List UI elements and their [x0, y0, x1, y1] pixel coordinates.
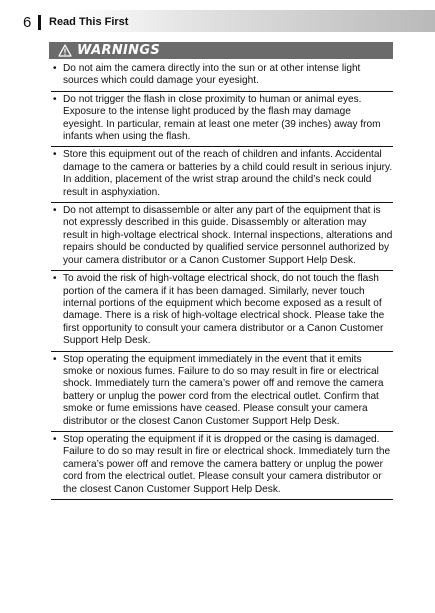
bullet-icon: • — [53, 93, 57, 105]
page-number: 6 — [23, 14, 32, 31]
bullet-icon: • — [53, 353, 57, 365]
warning-triangle-icon — [58, 44, 72, 57]
warnings-title: WARNINGS — [77, 43, 160, 58]
warning-text: To avoid the risk of high-voltage electrical shock, do not touch the flash portion of the camera if it has been damaged. Similarly, never touch internal portions of the equipment which become exposed as a result of damage. There is a risk of high-voltage electrical shock. Please take the first opportunity to consult your camera distributor or a Canon Customer Support Help Desk. — [63, 273, 385, 347]
warning-item — [51, 203, 393, 271]
header-separator — [38, 15, 41, 30]
warning-item — [51, 147, 393, 203]
bullet-icon: • — [53, 433, 57, 445]
bullet-icon: • — [53, 205, 57, 217]
warning-text: Do not aim the camera directly into the sun or at other intense light sources which could damage your eyesight. — [63, 63, 361, 87]
warning-text: Stop operating the equipment immediately in the event that it emits smoke or noxious fumes. Failure to do so may result in fire or electrical shock. Immediately turn the camera’s power off and remove the camera battery or unplug the power cord from the electrical outlet. Confirm that smoke or fume emissions have ceased. Please consult your camera distributor or the closest Canon Customer Support Help Desk. — [63, 353, 384, 427]
warning-item — [51, 61, 393, 92]
warning-text: Do not trigger the flash in close proximity to human or animal eyes. Exposure to the intense light produced by the flash may damage eyesight. In particular, remain at least one meter (39 inches) away from infants when using the flash. — [63, 93, 381, 143]
warning-text: Do not attempt to disassemble or alter any part of the equipment that is not expressly described in this guide. Disassembly or alteration may result in high-voltage electrical shock. Internal inspections, alterations and repairs should be conducted by qualified service personnel authorized by your camera distributor or a Canon Customer Support Help Desk. — [63, 205, 393, 266]
warning-item — [51, 271, 393, 351]
bullet-icon: • — [53, 273, 57, 285]
warning-item — [51, 92, 393, 148]
bullet-icon: • — [53, 63, 57, 74]
warning-item — [51, 432, 393, 500]
warning-text: Stop operating the equipment if it is dropped or the casing is damaged. Failure to do so may result in fire or electrical shock. Immediately turn the camera’s power off and remove the camera battery or unplug the power cord from the electrical outlet. Please consult your camera distributor or the closest Canon Customer Support Help Desk. — [63, 433, 391, 495]
section-title: Read This First — [49, 16, 129, 28]
warnings-header — [49, 42, 393, 59]
warning-item — [51, 352, 393, 432]
warning-text: Store this equipment out of the reach of children and infants. Accidental damage to the camera or batteries by a child could result in serious injury. In addition, placement of the wrist strap around the child’s neck could result in asphyxiation. — [63, 149, 393, 198]
warnings-list — [51, 61, 393, 500]
page-header — [0, 10, 435, 36]
bullet-icon: • — [53, 149, 57, 161]
